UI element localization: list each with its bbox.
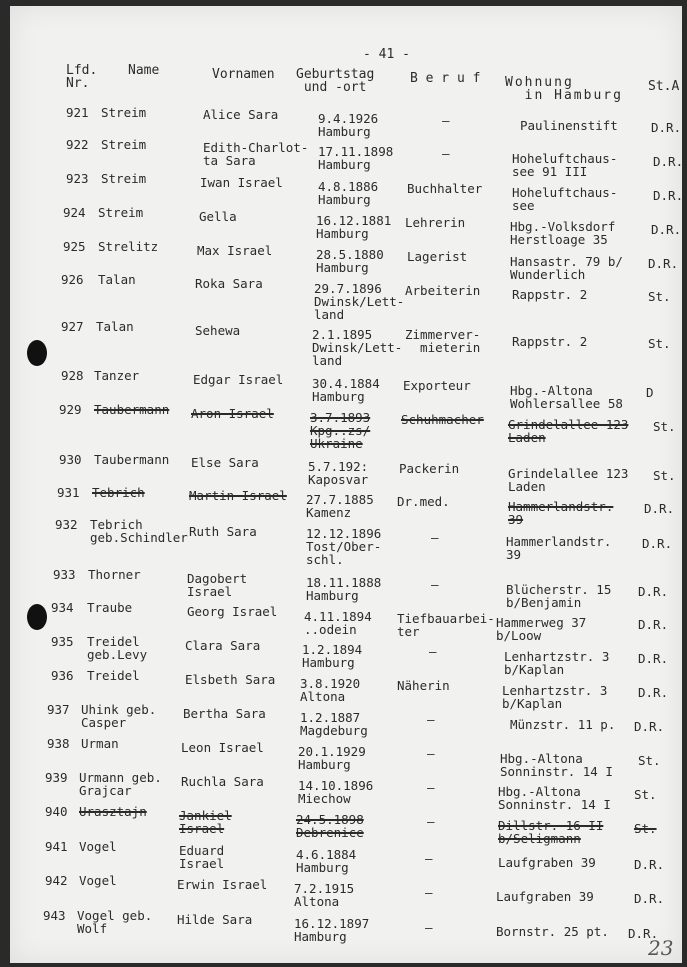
row-wohnung: Hbg.-Altona Sonninstr. 14 I: [498, 784, 611, 812]
row-st: D.R.: [642, 536, 673, 551]
row-nr: 943: [43, 908, 66, 923]
row-name-struck: Tebrich: [92, 485, 145, 500]
row-vorname-struck: Martin Israel: [189, 488, 287, 503]
row-geburt: 16.12.1897 Hamburg: [294, 916, 370, 944]
row-st: St.: [634, 787, 657, 802]
row-st: D.R.: [638, 617, 669, 632]
row-beruf: Zimmerver- mieterin: [405, 327, 481, 355]
row-geburt: 1.2.1894 Hamburg: [302, 642, 363, 670]
row-st: St.: [638, 753, 661, 768]
row-nr: 928: [61, 368, 84, 383]
row-geburt: 12.12.1896 Tost/Ober- schl.: [306, 526, 382, 567]
row-geburt: 20.1.1929 Hamburg: [298, 744, 366, 772]
row-wohnung: Paulinenstift: [520, 118, 618, 133]
row-vorname: Gella: [199, 209, 237, 224]
row-name: Tanzer: [94, 368, 140, 383]
row-st: D.R.: [634, 719, 665, 734]
row-beruf: –: [425, 920, 433, 935]
row-beruf: Packerin: [399, 461, 460, 476]
row-geburt: 7.2.1915 Altona: [294, 881, 355, 909]
row-wohnung: Lenhartzstr. 3 b/Kaplan: [504, 649, 610, 677]
row-vorname: Ruchla Sara: [181, 774, 264, 789]
row-nr: 937: [47, 702, 70, 717]
row-beruf: –: [429, 644, 437, 659]
row-nr: 926: [61, 272, 84, 287]
row-beruf: –: [425, 885, 433, 900]
row-vorname: Leon Israel: [181, 740, 264, 755]
row-st: D.R.: [651, 120, 682, 135]
row-nr: 923: [66, 171, 89, 186]
row-wohnung: Bornstr. 25 pt.: [496, 924, 609, 939]
row-beruf: –: [442, 146, 450, 161]
row-wohnung: Grindelallee 123 Laden: [508, 466, 629, 494]
row-st: St.: [653, 419, 676, 434]
row-nr: 938: [47, 736, 70, 751]
row-geburt: 1.2.1887 Magdeburg: [300, 710, 368, 738]
row-st: D.R.: [638, 685, 669, 700]
row-nr: 931: [57, 485, 80, 500]
row-nr: 942: [45, 873, 68, 888]
row-vorname: Eduard Israel: [179, 843, 225, 871]
row-geburt: 14.10.1896 Miechow: [298, 778, 374, 806]
row-name-struck: Urasztajn: [79, 804, 147, 819]
row-name: Talan: [98, 272, 136, 287]
row-geburt: 4.11.1894 ..odein: [304, 609, 372, 637]
row-name: Urman: [81, 736, 119, 751]
row-geburt: 16.12.1881 Hamburg: [316, 213, 392, 241]
header-name: Name: [128, 63, 160, 78]
row-name: Strelitz: [98, 239, 159, 254]
row-st: D.R.: [644, 501, 675, 516]
row-geburt: 9.4.1926 Hamburg: [318, 111, 379, 139]
row-st: D.R.: [651, 222, 682, 237]
row-beruf: Arbeiterin: [405, 283, 481, 298]
row-geburt: 17.11.1898 Hamburg: [318, 144, 394, 172]
row-st: St.: [653, 468, 676, 483]
row-nr: 936: [51, 668, 74, 683]
row-nr: 933: [53, 567, 76, 582]
row-vorname: Elsbeth Sara: [185, 672, 276, 687]
row-name: Vogel: [79, 839, 117, 854]
row-beruf: –: [427, 746, 435, 761]
row-st-struck: St.: [634, 821, 657, 836]
row-nr: 935: [51, 634, 74, 649]
row-beruf: –: [427, 814, 435, 829]
header-wohnung: Wohnung in Hamburg: [505, 75, 623, 103]
row-vorname: Else Sara: [191, 455, 259, 470]
row-name: Streim: [101, 171, 147, 186]
header-lfd-nr: Lfd. Nr.: [66, 63, 98, 91]
row-geburt-struck: 3.7.1893 Kpg..zs/ Ukraine: [310, 410, 371, 451]
row-name: Treidel: [87, 668, 140, 683]
row-nr: 927: [61, 319, 84, 334]
row-st: D.R.: [634, 857, 665, 872]
row-st: St.: [648, 336, 671, 351]
row-beruf: –: [427, 780, 435, 795]
row-vorname: Clara Sara: [185, 638, 261, 653]
row-geburt: 18.11.1888 Hamburg: [306, 575, 382, 603]
row-vorname: Dagobert Israel: [187, 571, 248, 599]
row-vorname: Ruth Sara: [189, 524, 257, 539]
row-wohnung: Blücherstr. 15 b/Benjamin: [506, 582, 612, 610]
row-beruf: Tiefbauarbei- ter: [397, 611, 495, 639]
row-beruf: Näherin: [397, 678, 450, 693]
row-vorname: Alice Sara: [203, 107, 279, 122]
row-beruf: Buchhalter: [407, 181, 483, 196]
row-nr: 922: [66, 137, 89, 152]
row-vorname: Hilde Sara: [177, 912, 253, 927]
row-wohnung: Lenhartzstr. 3 b/Kaplan: [502, 683, 608, 711]
row-name: Streim: [101, 137, 147, 152]
row-beruf: Lagerist: [407, 249, 468, 264]
row-wohnung: Hoheluftchaus- see 91 III: [512, 151, 618, 179]
row-beruf: Dr.med.: [397, 494, 450, 509]
header-geburtstag: Geburtstag und -ort: [296, 67, 375, 95]
row-name: Talan: [96, 319, 134, 334]
row-vorname: Edgar Israel: [193, 372, 284, 387]
punch-hole: [27, 604, 47, 630]
row-st: D.R.: [653, 154, 684, 169]
row-wohnung: Rappstr. 2: [512, 287, 588, 302]
row-nr: 934: [51, 600, 74, 615]
row-st: D.R.: [628, 926, 659, 941]
row-nr: 941: [45, 839, 68, 854]
row-nr: 925: [63, 239, 86, 254]
row-st: St.: [648, 289, 671, 304]
row-beruf: Exporteur: [403, 378, 471, 393]
row-beruf-struck: Schuhmacher: [401, 412, 484, 427]
row-vorname: Max Israel: [197, 243, 273, 258]
row-wohnung: Hbg.-Volksdorf Herstloage 35: [510, 219, 616, 247]
row-nr: 929: [59, 402, 82, 417]
row-wohnung: Münzstr. 11 p.: [510, 717, 616, 732]
row-st: D.R.: [638, 584, 669, 599]
row-nr: 940: [45, 804, 68, 819]
row-nr: 924: [63, 205, 86, 220]
row-st: D.R.: [653, 188, 684, 203]
row-geburt: 29.7.1896 Dwinsk/Lett- land: [314, 281, 405, 322]
row-geburt: 2.1.1895 Dwinsk/Lett- land: [312, 327, 403, 368]
row-st: D: [646, 385, 654, 400]
row-name: Uhink geb. Casper: [81, 702, 157, 730]
row-st: D.R.: [648, 256, 679, 271]
row-vorname: Edith-Charlot- ta Sara: [203, 140, 309, 168]
row-name: Streim: [101, 105, 147, 120]
row-st: D.R.: [634, 891, 665, 906]
row-wohnung: Hoheluftchaus- see: [512, 185, 618, 213]
row-name: Vogel geb. Wolf: [77, 908, 153, 936]
row-wohnung: Hammerweg 37 b/Loow: [496, 615, 587, 643]
header-staatsangehoerigkeit: St.A: [648, 79, 680, 94]
row-beruf: –: [442, 113, 450, 128]
row-vorname-struck: Aron Israel: [191, 406, 274, 421]
row-wohnung: Laufgraben 39: [498, 855, 596, 870]
row-nr: 930: [59, 452, 82, 467]
punch-hole: [27, 340, 47, 366]
row-wohnung: Hammerlandstr. 39: [506, 534, 612, 562]
row-geburt: 3.8.1920 Altona: [300, 676, 361, 704]
row-wohnung: Rappstr. 2: [512, 334, 588, 349]
row-geburt: 28.5.1880 Hamburg: [316, 247, 384, 275]
row-st: D.R.: [638, 651, 669, 666]
row-vorname: Georg Israel: [187, 604, 278, 619]
row-beruf: Lehrerin: [405, 215, 466, 230]
row-geburt: 4.6.1884 Hamburg: [296, 847, 357, 875]
row-vorname: Iwan Israel: [200, 175, 283, 190]
page-number: - 41 -: [363, 47, 410, 62]
row-geburt-struck: 24.5.1898 Debrenice: [296, 812, 364, 840]
row-name: Vogel: [79, 873, 117, 888]
row-geburt: 27.7.1885 Kamenz: [306, 492, 374, 520]
row-geburt: 30.4.1884 Hamburg: [312, 376, 380, 404]
row-name-struck: Taubermann: [94, 402, 170, 417]
row-name: Tebrich geb.Schindler: [90, 517, 188, 545]
row-name: Urmann geb. Grajcar: [79, 770, 162, 798]
header-vornamen: Vornamen: [212, 67, 275, 82]
row-wohnung: Hbg.-Altona Sonninstr. 14 I: [500, 751, 613, 779]
row-name: Streim: [98, 205, 144, 220]
row-wohnung: Hbg.-Altona Wohlersallee 58: [510, 383, 623, 411]
row-nr: 921: [66, 105, 89, 120]
row-name: Taubermann: [94, 452, 170, 467]
header-beruf: B e r u f: [410, 71, 481, 86]
row-vorname: Roka Sara: [195, 276, 263, 291]
row-name: Treidel geb.Levy: [87, 634, 148, 662]
row-beruf: –: [425, 851, 433, 866]
row-wohnung-struck: Dillstr. 16 II b/Seligmann: [498, 818, 604, 846]
row-nr: 939: [45, 770, 68, 785]
row-beruf: –: [431, 577, 439, 592]
row-beruf: –: [427, 712, 435, 727]
row-vorname: Sehewa: [195, 323, 241, 338]
row-wohnung: Hansastr. 79 b/ Wunderlich: [510, 254, 623, 282]
row-name: Traube: [87, 600, 133, 615]
row-geburt: 4.8.1886 Hamburg: [318, 179, 379, 207]
pencil-page-note: 23: [648, 936, 674, 960]
row-geburt: 5.7.192: Kaposvar: [308, 459, 369, 487]
row-wohnung-struck: Hammerlandstr. 39: [508, 499, 614, 527]
row-wohnung: Laufgraben 39: [496, 889, 594, 904]
row-nr: 932: [55, 517, 78, 532]
row-name: Thorner: [88, 567, 141, 582]
row-vorname: Bertha Sara: [183, 706, 266, 721]
row-vorname-struck: Jankiel Israel: [179, 808, 232, 836]
row-beruf: –: [431, 530, 439, 545]
row-wohnung-struck: Grindelallee 123 Laden: [508, 417, 629, 445]
row-vorname: Erwin Israel: [177, 877, 268, 892]
